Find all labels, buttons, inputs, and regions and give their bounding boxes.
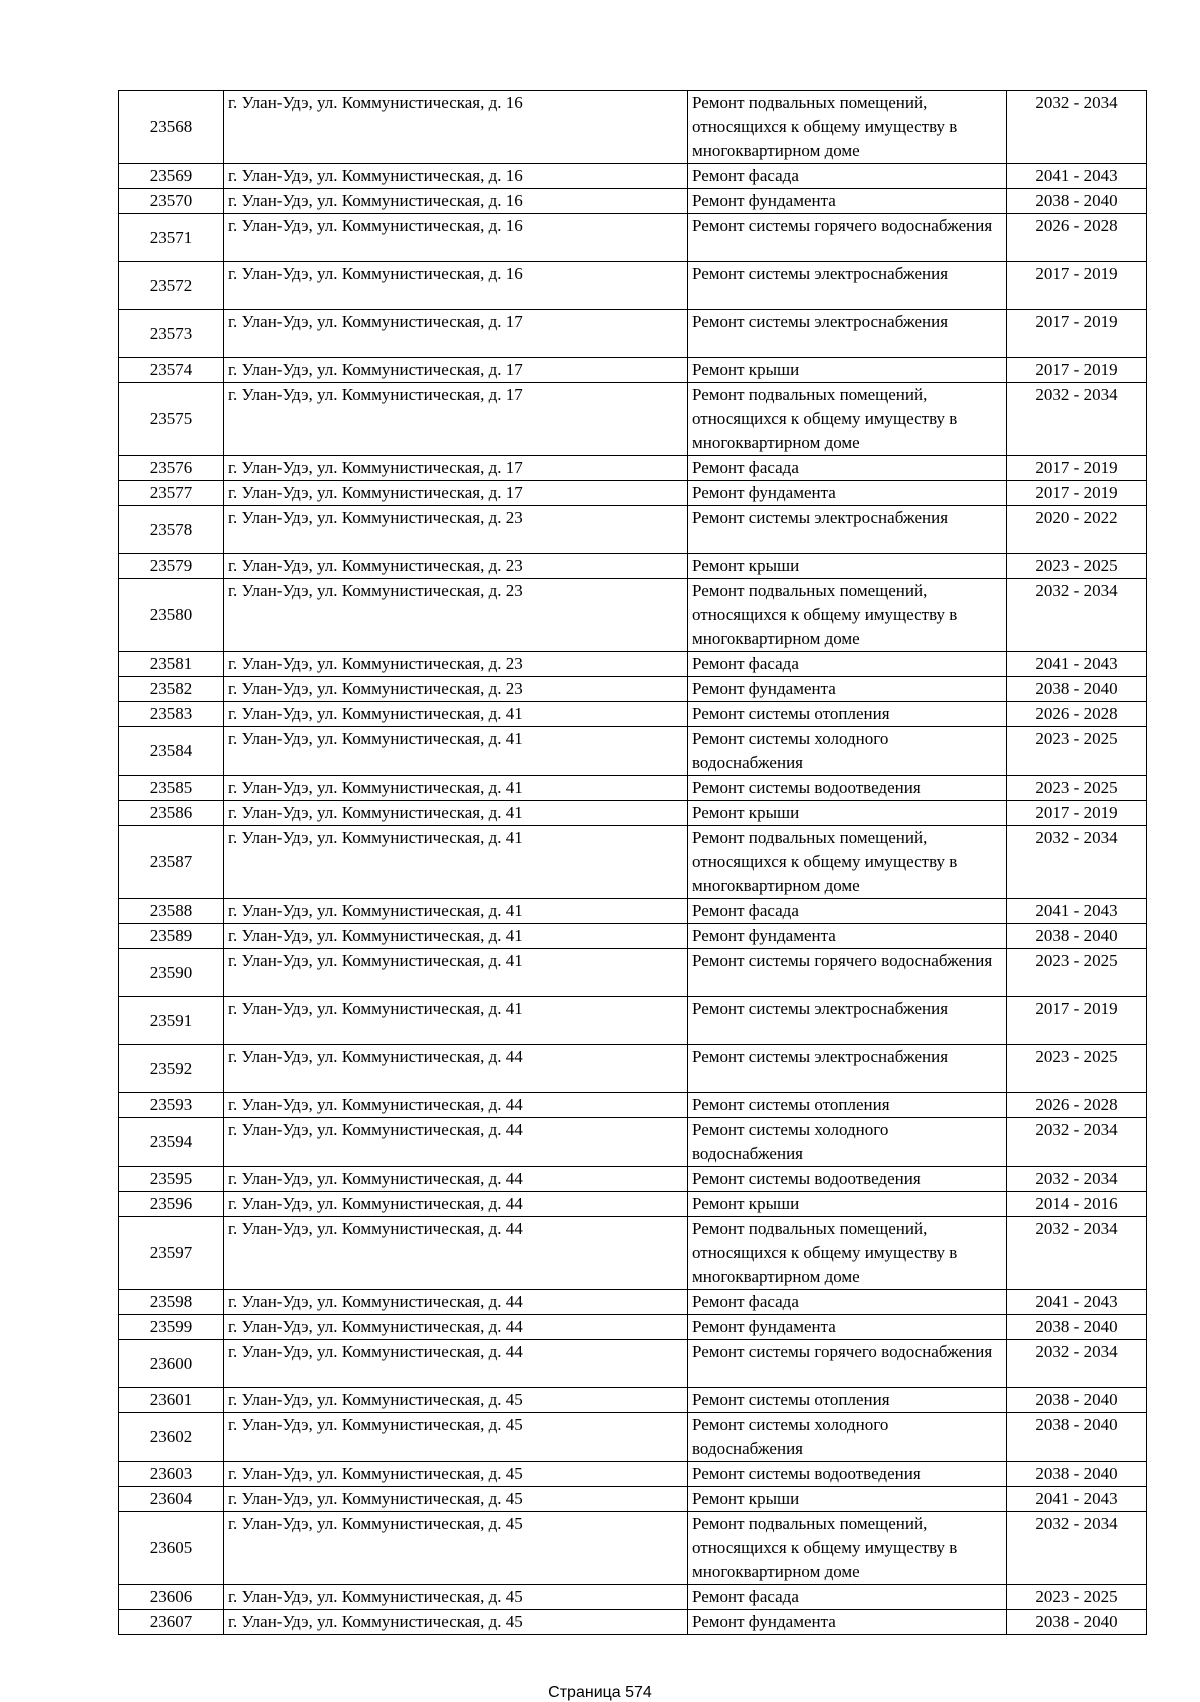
- work-type-cell: Ремонт подвальных помещений, относящихся к общему имуществу в многоквартирном доме: [688, 1217, 1007, 1290]
- address-cell: г. Улан-Удэ, ул. Коммунистическая, д. 41: [224, 702, 688, 727]
- period-cell: 2017 - 2019: [1007, 358, 1147, 383]
- row-number-cell: 23571: [119, 214, 224, 262]
- row-number-cell: 23603: [119, 1462, 224, 1487]
- table-row: [119, 1192, 1147, 1217]
- period-cell: 2023 - 2025: [1007, 554, 1147, 579]
- work-type-cell: Ремонт системы холодного водоснабжения: [688, 727, 1007, 776]
- period-cell: 2041 - 2043: [1007, 164, 1147, 189]
- address-cell: г. Улан-Удэ, ул. Коммунистическая, д. 23: [224, 554, 688, 579]
- period-cell: 2014 - 2016: [1007, 1192, 1147, 1217]
- period-cell: 2038 - 2040: [1007, 1315, 1147, 1340]
- period-cell: 2032 - 2034: [1007, 579, 1147, 652]
- address-cell: г. Улан-Удэ, ул. Коммунистическая, д. 23: [224, 652, 688, 677]
- address-cell: г. Улан-Удэ, ул. Коммунистическая, д. 44: [224, 1290, 688, 1315]
- period-cell: 2026 - 2028: [1007, 702, 1147, 727]
- work-type-cell: Ремонт фундамента: [688, 481, 1007, 506]
- row-number-cell: 23606: [119, 1585, 224, 1610]
- row-number-cell: 23583: [119, 702, 224, 727]
- address-cell: г. Улан-Удэ, ул. Коммунистическая, д. 45: [224, 1585, 688, 1610]
- work-type-cell: Ремонт подвальных помещений, относящихся к общему имуществу в многоквартирном доме: [688, 91, 1007, 164]
- address-cell: г. Улан-Удэ, ул. Коммунистическая, д. 44: [224, 1167, 688, 1192]
- address-cell: г. Улан-Удэ, ул. Коммунистическая, д. 17: [224, 358, 688, 383]
- period-cell: 2041 - 2043: [1007, 1290, 1147, 1315]
- period-cell: 2023 - 2025: [1007, 1045, 1147, 1093]
- period-cell: 2017 - 2019: [1007, 456, 1147, 481]
- row-number-cell: 23604: [119, 1487, 224, 1512]
- table-row: [119, 579, 1147, 652]
- address-cell: г. Улан-Удэ, ул. Коммунистическая, д. 17: [224, 310, 688, 358]
- address-cell: г. Улан-Удэ, ул. Коммунистическая, д. 16: [224, 164, 688, 189]
- row-number-cell: 23570: [119, 189, 224, 214]
- period-cell: 2017 - 2019: [1007, 997, 1147, 1045]
- period-cell: 2032 - 2034: [1007, 1167, 1147, 1192]
- period-cell: 2026 - 2028: [1007, 214, 1147, 262]
- address-cell: г. Улан-Удэ, ул. Коммунистическая, д. 45: [224, 1462, 688, 1487]
- row-number-cell: 23585: [119, 776, 224, 801]
- table-row: [119, 1045, 1147, 1093]
- page-number: Страница 574: [548, 1684, 652, 1701]
- table-row: [119, 310, 1147, 358]
- period-cell: 2017 - 2019: [1007, 481, 1147, 506]
- row-number-cell: 23602: [119, 1413, 224, 1462]
- period-cell: 2023 - 2025: [1007, 949, 1147, 997]
- table-row: [119, 899, 1147, 924]
- address-cell: г. Улан-Удэ, ул. Коммунистическая, д. 41: [224, 826, 688, 899]
- period-cell: 2020 - 2022: [1007, 506, 1147, 554]
- work-type-cell: Ремонт системы отопления: [688, 1093, 1007, 1118]
- table-row: [119, 677, 1147, 702]
- row-number-cell: 23575: [119, 383, 224, 456]
- work-type-cell: Ремонт системы горячего водоснабжения: [688, 1340, 1007, 1388]
- work-type-cell: Ремонт фундамента: [688, 1610, 1007, 1635]
- period-cell: 2026 - 2028: [1007, 1093, 1147, 1118]
- period-cell: 2023 - 2025: [1007, 1585, 1147, 1610]
- row-number-cell: 23588: [119, 899, 224, 924]
- address-cell: г. Улан-Удэ, ул. Коммунистическая, д. 45: [224, 1512, 688, 1585]
- table-row: [119, 924, 1147, 949]
- address-cell: г. Улан-Удэ, ул. Коммунистическая, д. 44: [224, 1217, 688, 1290]
- address-cell: г. Улан-Удэ, ул. Коммунистическая, д. 16: [224, 214, 688, 262]
- table-row: [119, 1340, 1147, 1388]
- period-cell: 2017 - 2019: [1007, 262, 1147, 310]
- table-row: [119, 727, 1147, 776]
- row-number-cell: 23569: [119, 164, 224, 189]
- address-cell: г. Улан-Удэ, ул. Коммунистическая, д. 45: [224, 1413, 688, 1462]
- period-cell: 2032 - 2034: [1007, 383, 1147, 456]
- table-row: [119, 214, 1147, 262]
- address-cell: г. Улан-Удэ, ул. Коммунистическая, д. 45: [224, 1388, 688, 1413]
- period-cell: 2023 - 2025: [1007, 727, 1147, 776]
- table-row: [119, 826, 1147, 899]
- row-number-cell: 23607: [119, 1610, 224, 1635]
- work-type-cell: Ремонт фасада: [688, 1290, 1007, 1315]
- row-number-cell: 23582: [119, 677, 224, 702]
- table-row: [119, 801, 1147, 826]
- row-number-cell: 23598: [119, 1290, 224, 1315]
- table-body: [119, 91, 1147, 1635]
- period-cell: 2038 - 2040: [1007, 1388, 1147, 1413]
- work-type-cell: Ремонт крыши: [688, 554, 1007, 579]
- address-cell: г. Улан-Удэ, ул. Коммунистическая, д. 23: [224, 677, 688, 702]
- period-cell: 2017 - 2019: [1007, 801, 1147, 826]
- table-row: [119, 506, 1147, 554]
- row-number-cell: 23580: [119, 579, 224, 652]
- table-row: [119, 702, 1147, 727]
- period-cell: 2032 - 2034: [1007, 1512, 1147, 1585]
- table-row: [119, 997, 1147, 1045]
- table-row: [119, 1610, 1147, 1635]
- work-type-cell: Ремонт системы электроснабжения: [688, 1045, 1007, 1093]
- work-type-cell: Ремонт фасада: [688, 899, 1007, 924]
- address-cell: г. Улан-Удэ, ул. Коммунистическая, д. 44: [224, 1045, 688, 1093]
- row-number-cell: 23589: [119, 924, 224, 949]
- work-type-cell: Ремонт системы водоотведения: [688, 1167, 1007, 1192]
- work-type-cell: Ремонт подвальных помещений, относящихся к общему имуществу в многоквартирном доме: [688, 383, 1007, 456]
- work-type-cell: Ремонт системы водоотведения: [688, 1462, 1007, 1487]
- address-cell: г. Улан-Удэ, ул. Коммунистическая, д. 45: [224, 1610, 688, 1635]
- row-number-cell: 23595: [119, 1167, 224, 1192]
- work-type-cell: Ремонт фасада: [688, 164, 1007, 189]
- period-cell: 2032 - 2034: [1007, 826, 1147, 899]
- period-cell: 2038 - 2040: [1007, 189, 1147, 214]
- address-cell: г. Улан-Удэ, ул. Коммунистическая, д. 41: [224, 776, 688, 801]
- row-number-cell: 23600: [119, 1340, 224, 1388]
- row-number-cell: 23605: [119, 1512, 224, 1585]
- table-row: [119, 358, 1147, 383]
- row-number-cell: 23587: [119, 826, 224, 899]
- table-row: [119, 1290, 1147, 1315]
- table-row: [119, 1462, 1147, 1487]
- table-row: [119, 1388, 1147, 1413]
- row-number-cell: 23596: [119, 1192, 224, 1217]
- address-cell: г. Улан-Удэ, ул. Коммунистическая, д. 23: [224, 579, 688, 652]
- work-type-cell: Ремонт системы холодного водоснабжения: [688, 1118, 1007, 1167]
- table-row: [119, 1118, 1147, 1167]
- row-number-cell: 23592: [119, 1045, 224, 1093]
- row-number-cell: 23578: [119, 506, 224, 554]
- row-number-cell: 23586: [119, 801, 224, 826]
- address-cell: г. Улан-Удэ, ул. Коммунистическая, д. 44: [224, 1093, 688, 1118]
- work-type-cell: Ремонт фасада: [688, 456, 1007, 481]
- row-number-cell: 23584: [119, 727, 224, 776]
- period-cell: 2032 - 2034: [1007, 1217, 1147, 1290]
- row-number-cell: 23579: [119, 554, 224, 579]
- table-row: [119, 949, 1147, 997]
- period-cell: 2041 - 2043: [1007, 1487, 1147, 1512]
- period-cell: 2041 - 2043: [1007, 652, 1147, 677]
- row-number-cell: 23573: [119, 310, 224, 358]
- work-type-cell: Ремонт системы электроснабжения: [688, 310, 1007, 358]
- period-cell: 2023 - 2025: [1007, 776, 1147, 801]
- work-type-cell: Ремонт системы холодного водоснабжения: [688, 1413, 1007, 1462]
- table-row: [119, 91, 1147, 164]
- row-number-cell: 23568: [119, 91, 224, 164]
- table-row: [119, 776, 1147, 801]
- address-cell: г. Улан-Удэ, ул. Коммунистическая, д. 17: [224, 481, 688, 506]
- work-type-cell: Ремонт крыши: [688, 358, 1007, 383]
- address-cell: г. Улан-Удэ, ул. Коммунистическая, д. 17: [224, 383, 688, 456]
- work-type-cell: Ремонт системы водоотведения: [688, 776, 1007, 801]
- work-type-cell: Ремонт системы электроснабжения: [688, 262, 1007, 310]
- address-cell: г. Улан-Удэ, ул. Коммунистическая, д. 41: [224, 924, 688, 949]
- row-number-cell: 23574: [119, 358, 224, 383]
- period-cell: 2038 - 2040: [1007, 1610, 1147, 1635]
- address-cell: г. Улан-Удэ, ул. Коммунистическая, д. 16: [224, 91, 688, 164]
- table-row: [119, 383, 1147, 456]
- period-cell: 2032 - 2034: [1007, 91, 1147, 164]
- work-type-cell: Ремонт крыши: [688, 801, 1007, 826]
- address-cell: г. Улан-Удэ, ул. Коммунистическая, д. 44: [224, 1340, 688, 1388]
- work-type-cell: Ремонт фундамента: [688, 189, 1007, 214]
- work-type-cell: Ремонт фасада: [688, 652, 1007, 677]
- address-cell: г. Улан-Удэ, ул. Коммунистическая, д. 16: [224, 262, 688, 310]
- row-number-cell: 23601: [119, 1388, 224, 1413]
- row-number-cell: 23576: [119, 456, 224, 481]
- table-row: [119, 1487, 1147, 1512]
- period-cell: 2032 - 2034: [1007, 1118, 1147, 1167]
- address-cell: г. Улан-Удэ, ул. Коммунистическая, д. 16: [224, 189, 688, 214]
- table-row: [119, 1217, 1147, 1290]
- work-type-cell: Ремонт системы отопления: [688, 702, 1007, 727]
- work-type-cell: Ремонт подвальных помещений, относящихся к общему имуществу в многоквартирном доме: [688, 826, 1007, 899]
- period-cell: 2017 - 2019: [1007, 310, 1147, 358]
- address-cell: г. Улан-Удэ, ул. Коммунистическая, д. 17: [224, 456, 688, 481]
- table-row: [119, 1585, 1147, 1610]
- work-type-cell: Ремонт системы горячего водоснабжения: [688, 949, 1007, 997]
- address-cell: г. Улан-Удэ, ул. Коммунистическая, д. 41: [224, 899, 688, 924]
- period-cell: 2038 - 2040: [1007, 677, 1147, 702]
- row-number-cell: 23591: [119, 997, 224, 1045]
- address-cell: г. Улан-Удэ, ул. Коммунистическая, д. 23: [224, 506, 688, 554]
- work-type-cell: Ремонт фундамента: [688, 924, 1007, 949]
- table-row: [119, 1413, 1147, 1462]
- table-row: [119, 554, 1147, 579]
- address-cell: г. Улан-Удэ, ул. Коммунистическая, д. 45: [224, 1487, 688, 1512]
- address-cell: г. Улан-Удэ, ул. Коммунистическая, д. 44: [224, 1118, 688, 1167]
- repair-schedule-table: [118, 90, 1147, 1635]
- period-cell: 2041 - 2043: [1007, 899, 1147, 924]
- table-row: [119, 652, 1147, 677]
- work-type-cell: Ремонт системы электроснабжения: [688, 997, 1007, 1045]
- table-row: [119, 164, 1147, 189]
- work-type-cell: Ремонт фундамента: [688, 1315, 1007, 1340]
- table-row: [119, 1512, 1147, 1585]
- table-row: [119, 456, 1147, 481]
- row-number-cell: 23577: [119, 481, 224, 506]
- work-type-cell: Ремонт подвальных помещений, относящихся к общему имуществу в многоквартирном доме: [688, 1512, 1007, 1585]
- period-cell: 2038 - 2040: [1007, 1462, 1147, 1487]
- address-cell: г. Улан-Удэ, ул. Коммунистическая, д. 41: [224, 727, 688, 776]
- row-number-cell: 23599: [119, 1315, 224, 1340]
- work-type-cell: Ремонт подвальных помещений, относящихся к общему имуществу в многоквартирном доме: [688, 579, 1007, 652]
- work-type-cell: Ремонт крыши: [688, 1487, 1007, 1512]
- row-number-cell: 23572: [119, 262, 224, 310]
- row-number-cell: 23593: [119, 1093, 224, 1118]
- work-type-cell: Ремонт фундамента: [688, 677, 1007, 702]
- address-cell: г. Улан-Удэ, ул. Коммунистическая, д. 44: [224, 1315, 688, 1340]
- work-type-cell: Ремонт фасада: [688, 1585, 1007, 1610]
- address-cell: г. Улан-Удэ, ул. Коммунистическая, д. 41: [224, 997, 688, 1045]
- table-row: [119, 1167, 1147, 1192]
- table-row: [119, 481, 1147, 506]
- period-cell: 2038 - 2040: [1007, 1413, 1147, 1462]
- row-number-cell: 23590: [119, 949, 224, 997]
- work-type-cell: Ремонт системы электроснабжения: [688, 506, 1007, 554]
- work-type-cell: Ремонт крыши: [688, 1192, 1007, 1217]
- table-row: [119, 189, 1147, 214]
- period-cell: 2038 - 2040: [1007, 924, 1147, 949]
- table-row: [119, 262, 1147, 310]
- work-type-cell: Ремонт системы горячего водоснабжения: [688, 214, 1007, 262]
- address-cell: г. Улан-Удэ, ул. Коммунистическая, д. 41: [224, 801, 688, 826]
- table-row: [119, 1093, 1147, 1118]
- table-row: [119, 1315, 1147, 1340]
- address-cell: г. Улан-Удэ, ул. Коммунистическая, д. 41: [224, 949, 688, 997]
- work-type-cell: Ремонт системы отопления: [688, 1388, 1007, 1413]
- row-number-cell: 23594: [119, 1118, 224, 1167]
- period-cell: 2032 - 2034: [1007, 1340, 1147, 1388]
- address-cell: г. Улан-Удэ, ул. Коммунистическая, д. 44: [224, 1192, 688, 1217]
- row-number-cell: 23581: [119, 652, 224, 677]
- row-number-cell: 23597: [119, 1217, 224, 1290]
